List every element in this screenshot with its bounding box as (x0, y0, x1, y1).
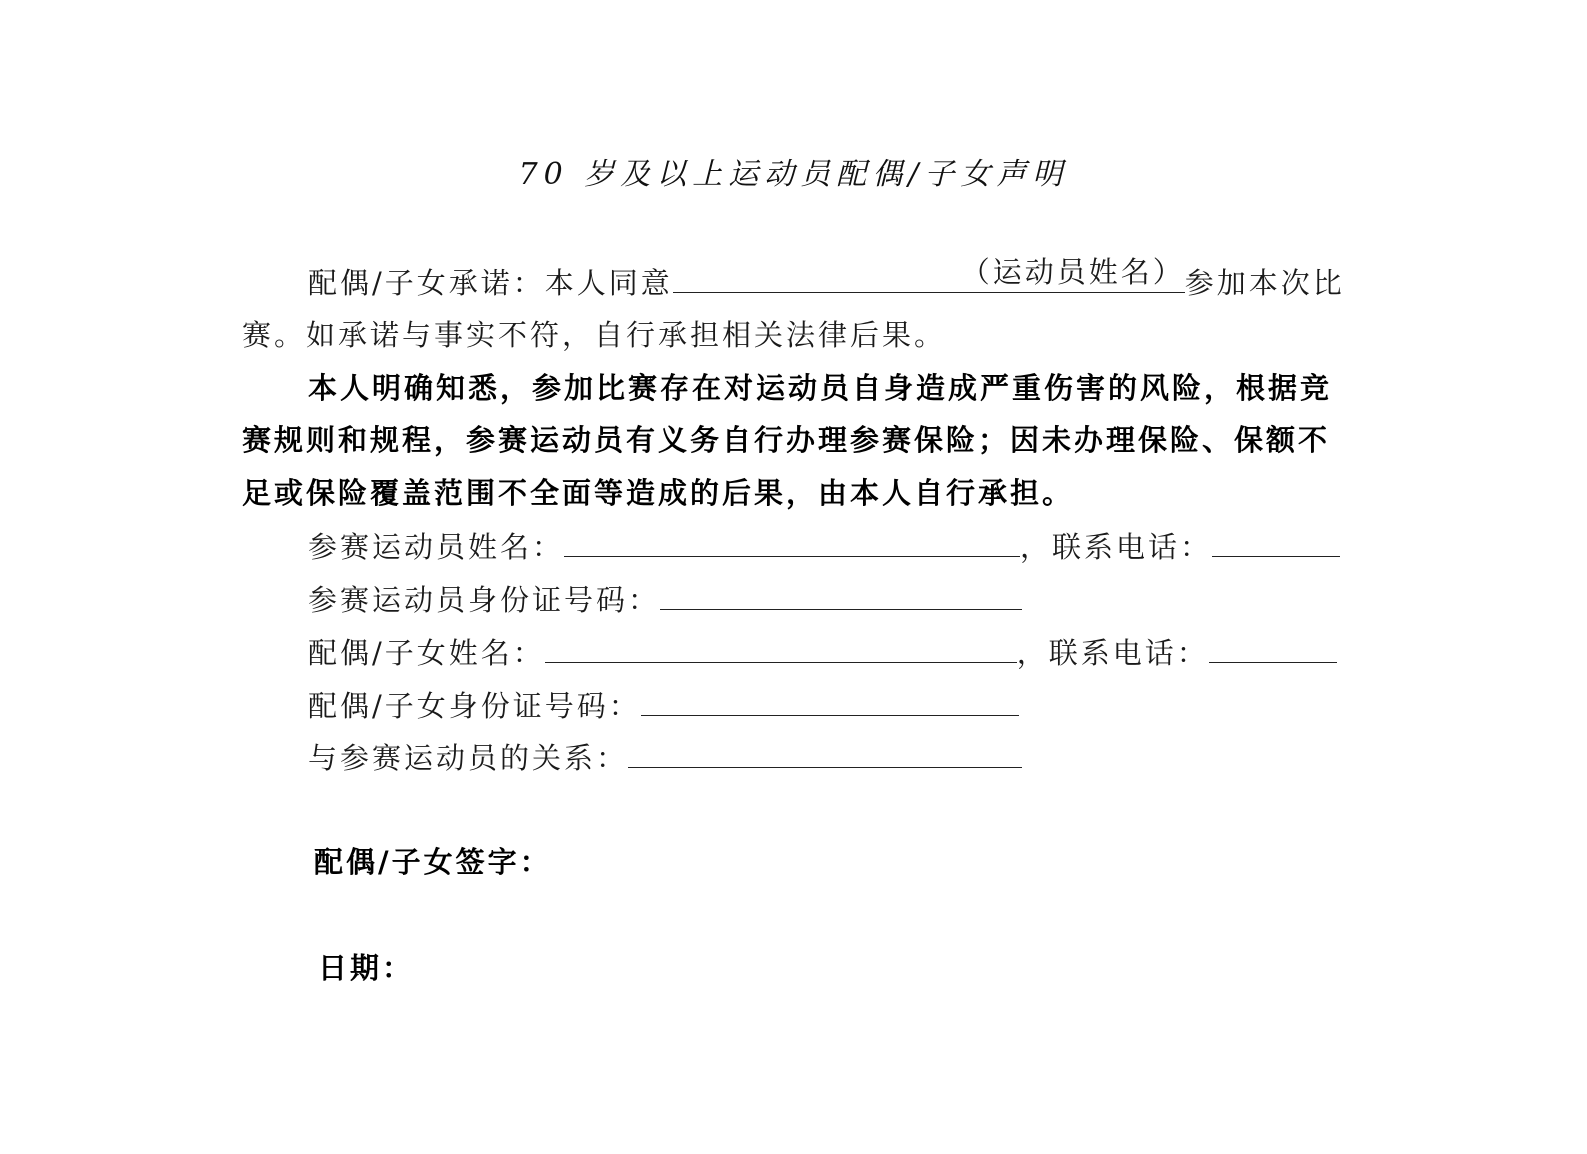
relation-row (308, 735, 1418, 780)
guardian-phone-field[interactable] (1209, 630, 1337, 663)
paragraph1-line2: 赛。如承诺与事实不符，自行承担相关法律后果。 (242, 318, 947, 352)
athlete-id-row (308, 577, 1418, 622)
athlete-name-label: 参赛运动员姓名： (308, 530, 565, 564)
guardian-name-row (308, 630, 1418, 675)
paragraph2-line3: 足或保险覆盖范围不全面等造成的后果，由本人自行承担。 (242, 476, 1075, 510)
guardian-name-field[interactable] (545, 630, 1017, 663)
paragraph1-line1 (308, 255, 1418, 305)
guardian-name-label: 配偶/子女姓名： (308, 636, 545, 670)
document-title: 70 岁及以上运动员配偶/子女声明 (518, 157, 1069, 192)
paragraph2-line1: 本人明确知悉，参加比赛存在对运动员自身造成严重伤害的风险，根据竞 (308, 371, 1333, 405)
guardian-id-label: 配偶/子女身份证号码： (308, 689, 641, 723)
relation-field[interactable] (628, 735, 1022, 768)
athlete-name-blank[interactable] (673, 255, 1185, 293)
athlete-id-field[interactable] (660, 577, 1022, 610)
guardian-id-field[interactable] (641, 683, 1019, 716)
relation-label: 与参赛运动员的关系： (308, 741, 629, 775)
athlete-name-row (308, 524, 1418, 569)
paragraph1-suffix: 参加本次比 (1184, 266, 1345, 300)
athlete-name-hint: （运动员姓名） (960, 255, 1185, 289)
athlete-name-field[interactable] (564, 524, 1020, 557)
athlete-id-label: 参赛运动员身份证号码： (308, 583, 661, 617)
athlete-phone-field[interactable] (1212, 524, 1340, 557)
signature-label: 配偶/子女签字： (314, 845, 552, 879)
paragraph1-prefix: 配偶/子女承诺：本人同意 (308, 266, 673, 300)
athlete-phone-label: ，联系电话： (1020, 530, 1213, 564)
guardian-id-row (308, 683, 1418, 728)
date-label: 日期： (318, 951, 415, 985)
paragraph2-line2: 赛规则和规程，参赛运动员有义务自行办理参赛保险；因未办理保险、保额不 (242, 423, 1331, 457)
guardian-phone-label: ，联系电话： (1016, 636, 1209, 670)
